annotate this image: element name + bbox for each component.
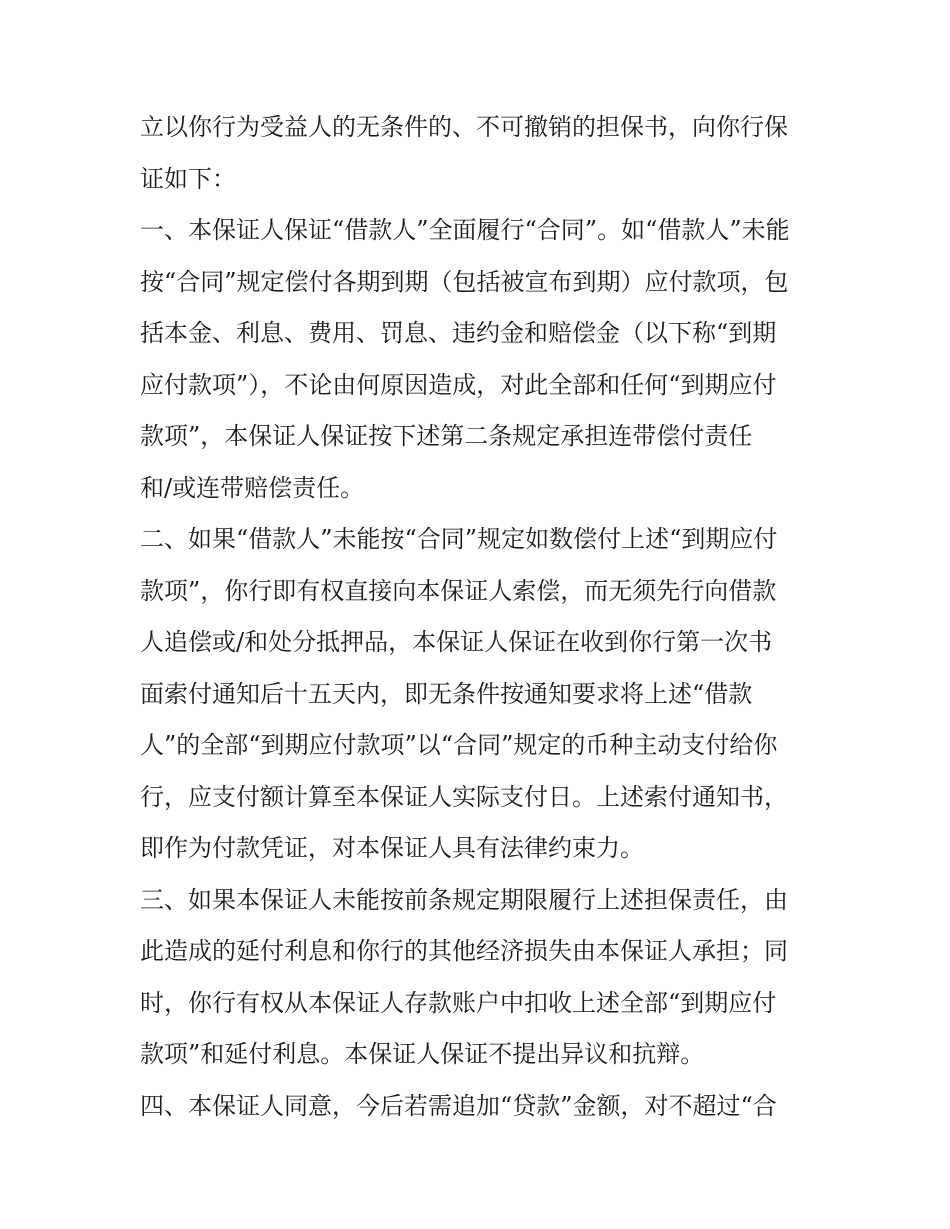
text-line: 二、如果“借款人”未能按“合同”规定如数偿付上述“到期应付 (140, 525, 778, 553)
text-line: 证如下： (140, 164, 236, 193)
text-line: 立以你行为受益人的无条件的、不可撤销的担保书，向你行保 (140, 113, 788, 141)
text-line: 面索付通知后十五天内，即无条件按通知要求将上述“借款 (140, 679, 753, 708)
text-line: 时，你行有权从本保证人存款账户中扣收上述全部“到期应付 (140, 988, 777, 1017)
text-line: 一、本保证人保证“借款人”全面履行“合同”。如“借款人”未能 (140, 216, 790, 244)
text-line: 此造成的延付利息和你行的其他经济损失由本保证人承担；同 (140, 937, 788, 965)
text-line: 款项”和延付利息。本保证人保证不提出异议和抗辩。 (140, 1040, 705, 1068)
text-line: 款项”，本保证人保证按下述第二条规定承担连带偿付责任 (140, 422, 753, 450)
text-line: 人”的全部“到期应付款项”以“合同”规定的币种主动支付给你 (140, 731, 778, 759)
text-line: 行，应支付额计算至本保证人实际支付日。上述索付通知书， (140, 782, 788, 811)
text-line: 四、本保证人同意，今后若需追加“贷款”金额，对不超过“合 (140, 1091, 777, 1120)
text-line: 括本金、利息、费用、罚息、违约金和赔偿金（以下称“到期 (140, 319, 777, 347)
text-line: 款项”，你行即有权直接向本保证人索偿，而无须先行向借款 (140, 576, 777, 605)
text-line: 和/或连带赔偿责任。 (140, 473, 365, 502)
text-line: 应付款项”），不论由何原因造成，对此全部和任何“到期应付 (140, 370, 777, 399)
text-line: 按“合同”规定偿付各期到期（包括被宣布到期）应付款项，包 (140, 267, 789, 296)
guarantee-text-body (140, 102, 820, 1132)
text-line: 即作为付款凭证，对本保证人具有法律约束力。 (140, 834, 644, 862)
text-line: 人追偿或/和处分抵押品，本保证人保证在收到你行第一次书 (140, 628, 773, 656)
text-line: 三、如果本保证人未能按前条规定期限履行上述担保责任，由 (140, 885, 788, 914)
